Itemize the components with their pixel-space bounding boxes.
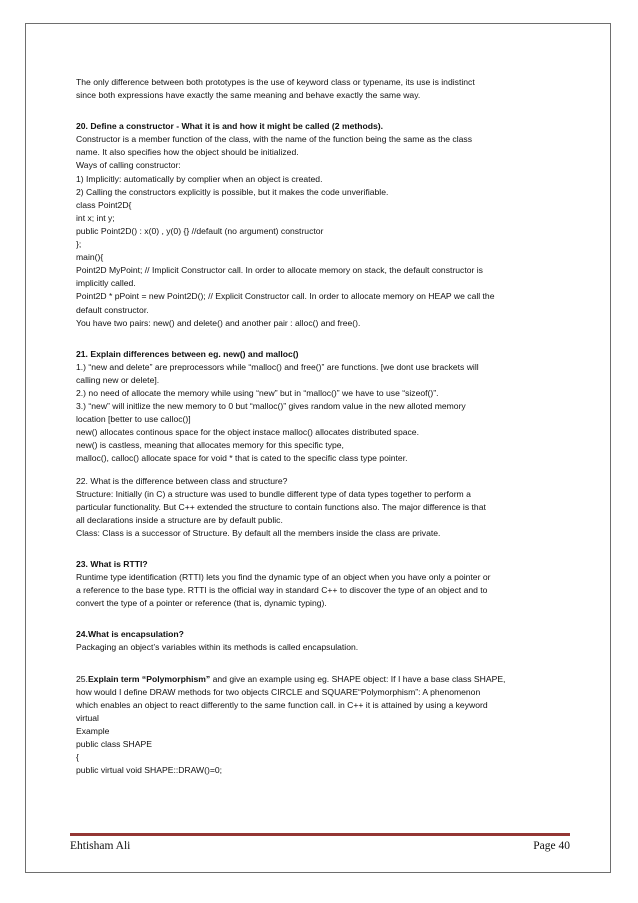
intro-line-1: The only difference between both prototypes is the use of keyword class or typename, its use is indistinct (76, 77, 475, 87)
q22-line: all declarations inside a structure are by default public. (76, 514, 283, 525)
q20-line: public Point2D() : x(0) , y(0) {} //default (no argument) constructor (76, 225, 324, 236)
q22-line: Class: Class is a successor of Structure. By default all the members inside the class are private. (76, 527, 441, 538)
question-22 (76, 475, 572, 540)
q21-line: malloc(), calloc() allocate space for void * that is cated to the specific class type pointer. (76, 453, 408, 464)
q20-line: 1) Implicitly: automatically by complier when an object is created. (76, 173, 323, 184)
q20-line: Ways of calling constructor: (76, 160, 181, 171)
q23-line: a reference to the base type. RTTI is the official way in standard C++ to discover the type of an object and to (76, 585, 488, 596)
q24-heading: 24.What is encapsulation? (76, 629, 184, 640)
q22-line: 22. What is the difference between class and structure? (76, 475, 288, 486)
q20-line: int x; int y; (76, 212, 115, 223)
q25-line: public virtual void SHAPE::DRAW()=0; (76, 765, 223, 776)
q21-line: new() allocates continous space for the object instace malloc() allocates distributed space. (76, 427, 419, 438)
footer-rule (70, 833, 570, 836)
q23-heading: 23. What is RTTI? (76, 559, 148, 569)
q25-line: which enables an object to react differently to the same function call. in C++ it is attained by using a keyword (76, 699, 488, 710)
question-21 (76, 348, 572, 466)
q21-line: 2.) no need of allocate the memory while using “new” but in “malloc()” we have to use “sizeof()”. (76, 387, 439, 398)
question-25 (76, 673, 572, 778)
q21-line: location [better to use calloc()] (76, 414, 191, 425)
q20-line: name. It also specifies how the object should be initialized. (76, 147, 299, 158)
q25-line: public class SHAPE (76, 739, 152, 750)
intro-line-2: since both expressions have exactly the same meaning and behave exactly the same way. (76, 90, 421, 101)
q20-line: implicitly called. (76, 278, 136, 289)
q25-first-line-rest: and give an example using eg. SHAPE object: If I have a base class SHAPE, (210, 673, 506, 684)
q24-line: Packaging an object’s variables within its methods is called encapsulation. (76, 642, 359, 653)
q25-heading: Explain term “Polymorphism” (87, 673, 211, 684)
q22-line: particular functionality. But C++ extended the structure to contain functions also. The major difference is that (76, 501, 486, 512)
q25-line: virtual (76, 712, 99, 723)
q20-line: class Point2D{ (76, 199, 132, 210)
q20-line: Constructor is a member function of the class, with the name of the function being the same as the class (76, 134, 472, 145)
document-body (76, 76, 572, 777)
q21-line: new() is castless, meaning that allocates memory for this specific type, (76, 440, 344, 451)
question-20 (76, 120, 572, 330)
q25-line: Example (76, 725, 110, 736)
q21-heading: 21. Explain differences between eg. new() and malloc() (76, 348, 299, 359)
q20-line: You have two pairs: new() and delete() and another pair : alloc() and free(). (76, 317, 361, 328)
footer-page-number: Page 40 (533, 840, 570, 852)
question-24 (76, 628, 572, 654)
q23-line: Runtime type identification (RTTI) lets you find the dynamic type of an object when you have only a pointer or (76, 572, 491, 583)
q21-line: 1.) “new and delete” are preprocessors while “malloc() and free()” are functions. [we dont use brackets will (76, 361, 479, 372)
q25-first-line (76, 673, 572, 686)
footer-author: Ehtisham Ali (70, 840, 131, 852)
question-23 (76, 558, 572, 610)
q25-line: how would I define DRAW methods for two objects CIRCLE and SQUARE“Polymorphism”: A phenomenon (76, 686, 481, 697)
q20-line: default constructor. (76, 304, 149, 315)
q20-line: }; (76, 239, 82, 250)
q25-number: 25. (76, 673, 88, 684)
q23-line: convert the type of a pointer or reference (that is, dynamic typing). (76, 598, 327, 609)
q20-line: Point2D MyPoint; // Implicit Constructor call. In order to allocate memory on stack, the default constructor is (76, 265, 483, 276)
q21-line: calling new or delete]. (76, 374, 160, 385)
q20-line: Point2D * pPoint = new Point2D(); // Explicit Constructor call. In order to allocate memory on HEAP we call the (76, 291, 495, 302)
q20-line: 2) Calling the constructors explicitly is possible, but it makes the code unverifiable. (76, 186, 389, 197)
q20-line: main(){ (76, 252, 104, 263)
q25-line: { (76, 752, 79, 763)
q22-line: Structure: Initially (in C) a structure was used to bundle different type of data types together to perform a (76, 488, 471, 499)
q20-heading: 20. Define a constructor - What it is and how it might be called (2 methods). (76, 121, 384, 132)
q21-line: 3.) “new” will initlize the new memory to 0 but “malloc()” gives random value in the new alloted memory (76, 401, 466, 412)
